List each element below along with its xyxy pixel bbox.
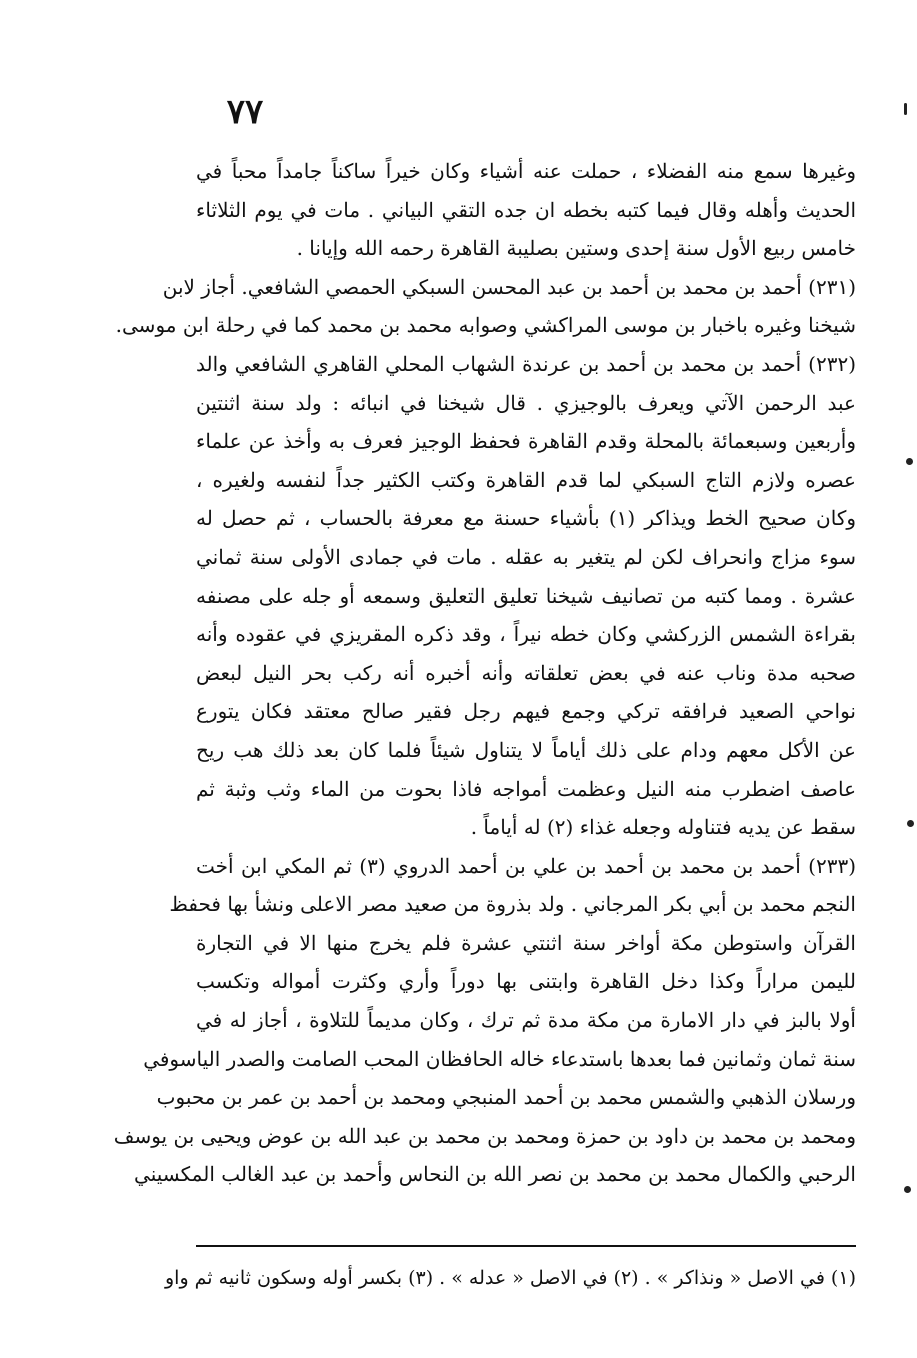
text-line: عبد الرحمن الآتي ويعرف بالوجيزي . قال شيخنا في انبائه : ولد سنة اثنتين [196,390,856,415]
text-line: سقط عن يديه فتناوله وجعله غذاء (٢) له أياماً . [470,815,856,840]
text-line: النجم محمد بن أبي بكر المرجاني . ولد بذروة من صعيد مصر الاعلى ونشأ بها فحفظ [169,892,856,917]
text-line: خامس ربيع الأول سنة إحدى وستين بصليبة القاهرة رحمه الله وإيانا . [296,236,856,261]
text-line: سوء مزاج وانحراف لكن لم يتغير به عقله . مات في جمادى الأولى سنة ثماني [196,544,856,569]
scan-mark [904,103,907,115]
text-line: عاصف اضطرب منه النيل وعظمت أمواجه فاذا بحوت من الماء وثب وثبة ثم [196,776,856,801]
text-line: ورسلان الذهبي والشمس محمد بن أحمد المنبجي ومحمد بن أحمد بن عمر بن محبوب [156,1085,856,1110]
text-line: (٢٣١) أحمد بن محمد بن أحمد بن عبد المحسن السبكي الحمصي الشافعي. أجاز لابن [162,274,856,299]
text-line: وأربعين وسبعمائة بالمحلة وقدم القاهرة فحفظ الوجيز فعرف به وأخذ عن علماء [196,429,856,454]
text-line: الرحبي والكمال محمد بن محمد بن نصر الله بن النحاس وأحمد بن عبد الغالب المكسيني [134,1162,856,1187]
text-line: عشرة . ومما كتبه من تصانيف شيخنا تعليق التعليق وسمعه أو جله على مصنفه [196,583,856,608]
text-line: (٢٣٣) أحمد بن محمد بن أحمد بن علي بن أحمد الدروي (٣) ثم المكي ابن أخت [196,853,856,878]
text-line: وكان صحيح الخط ويذاكر (١) بأشياء حسنة مع معرفة بالحساب ، ثم حصل له [196,506,856,531]
main-text [113,152,856,1194]
footnote-divider [196,1245,856,1247]
text-line: شيخنا وغيره باخبار بن موسى المراكشي وصوابه محمد بن محمد كما في رحلة ابن موسى. [115,313,856,338]
page-number: ٧٧ [226,92,264,132]
text-line: ومحمد بن محمد بن داود بن حمزة ومحمد بن محمد بن عبد الله بن عوض ويحيى بن يوسف [113,1123,856,1148]
text-line: صحبه مدة وناب عنه في بعض تعلقاته وأنه أخبره أنه ركب بحر النيل لبعض [196,660,856,685]
text-line: لليمن مراراً وكذا دخل القاهرة وابتنى بها دوراً وأري وكثرت أمواله وتكسب [196,969,856,994]
text-line: نواحي الصعيد فرافقه تركي وجمع فيهم رجل فقير صالح معتقد فكان يتورع [196,699,856,724]
text-line: سنة ثمان وثمانين فما بعدها باستدعاء خاله الحافظان المحب الصامت والصدر الياسوفي [143,1046,856,1071]
scan-mark [907,820,914,827]
text-line: (٢٣٢) أحمد بن محمد بن أحمد بن عرندة الشهاب المحلي القاهري الشافعي والد [196,351,856,376]
text-line: الحديث وأهله وقال فيما كتبه بخطه ان جده التقي البياني . مات في يوم الثلاثاء [196,197,856,222]
footnote: (١) في الاصل « ونذاكر » . (٢) في الاصل « عدله » . (٣) بكسر أوله وسكون ثانيه ثم واو [164,1267,856,1289]
scan-mark [904,1186,911,1193]
scan-mark [906,458,913,465]
text-line: عن الأكل معهم ودام على ذلك أياماً لا يتناول شيئاً فلما كان بعد ذلك هب ريح [196,737,856,762]
text-line: القرآن واستوطن مكة أواخر سنة اثنتي عشرة فلم يخرج منها الا في التجارة [196,930,856,955]
text-line: بقراءة الشمس الزركشي وكان خطه نيراً ، وقد ذكره المقريزي في عقوده وأنه [196,622,856,647]
text-line: عصره ولازم التاج السبكي لما قدم القاهرة وكتب الكثير جداً لنفسه ولغيره ، [196,467,856,492]
text-line: وغيرها سمع منه الفضلاء ، حملت عنه أشياء وكان خيراً ساكناً جامداً محباً في [196,159,856,183]
text-line: أولا بالبز في دار الامارة من مكة مدة ثم ترك ، وكان مديماً للتلاوة ، أجاز له في [196,1008,856,1033]
